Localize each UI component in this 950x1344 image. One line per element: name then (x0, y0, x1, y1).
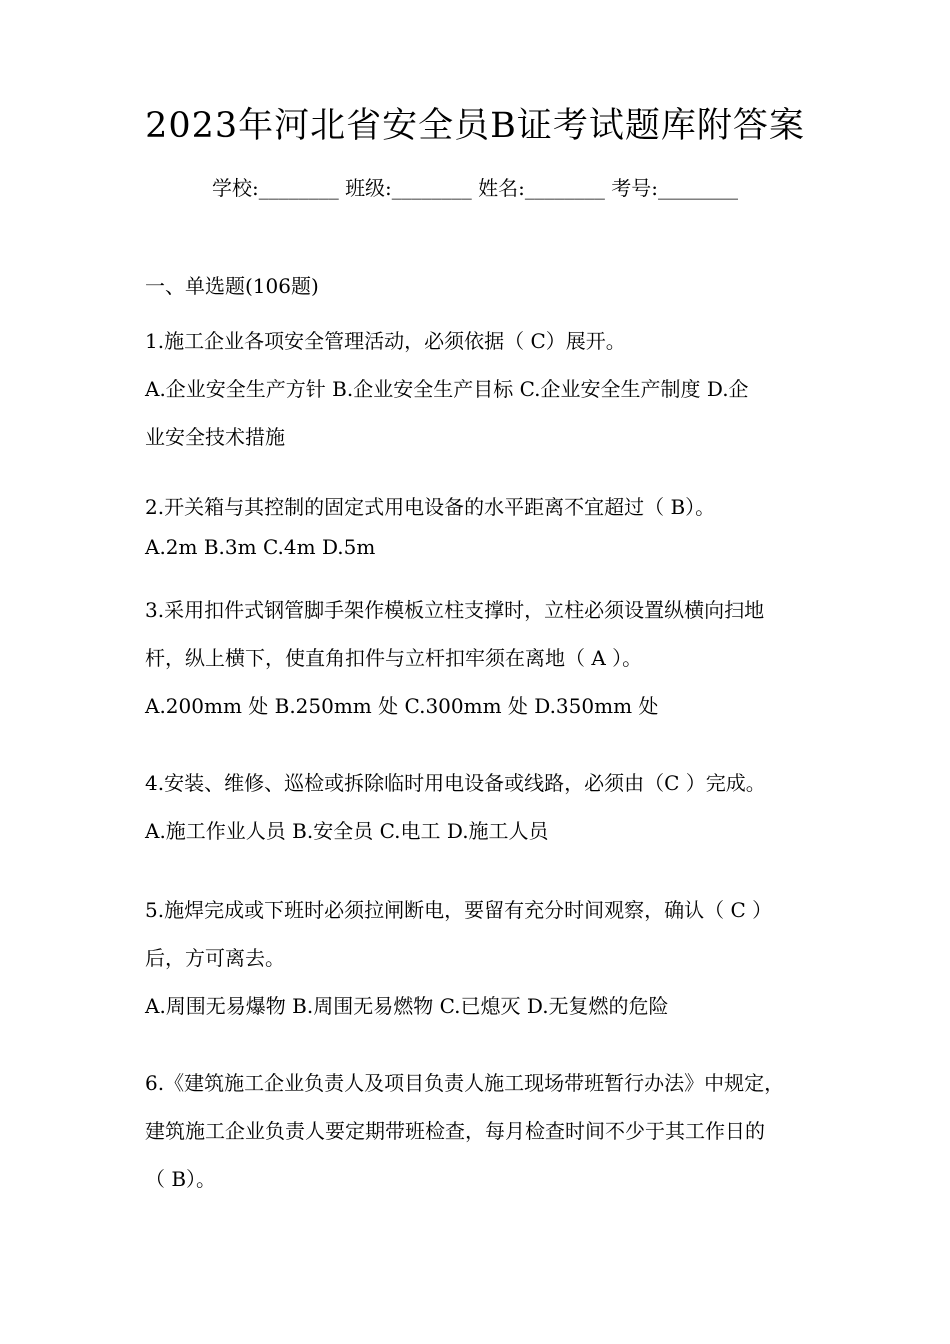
section-heading: 一、单选题(106题) (145, 274, 319, 298)
school-field: 学校:________ (211, 176, 339, 200)
question-1-options: A.企业安全生产方针 B.企业安全生产目标 C.企业安全生产制度 D.企 (145, 377, 749, 401)
question-5-options: A.周围无易爆物 B.周围无易燃物 C.已熄灭 D.无复燃的危险 (145, 994, 669, 1018)
question-2-options: A.2m B.3m C.4m D.5m (145, 535, 376, 559)
question-5-stem-continued: 后，方可离去。 (145, 946, 285, 970)
question-3-stem: 3.采用扣件式钢管脚手架作模板立柱支撑时，立柱必须设置纵横向扫地 (145, 598, 765, 622)
question-6-stem-end: （ B）。 (145, 1167, 217, 1191)
question-4-options: A.施工作业人员 B.安全员 C.电工 D.施工人员 (145, 819, 549, 843)
class-field: 班级:________ (345, 176, 472, 200)
question-5 (145, 886, 815, 1030)
question-2-stem: 2.开关箱与其控制的固定式用电设备的水平距离不宜超过（ B）。 (145, 495, 716, 519)
question-3-options: A.200mm 处 B.250mm 处 C.300mm 处 D.350mm 处 (145, 694, 659, 718)
question-6-stem-continued: 建筑施工企业负责人要定期带班检查，每月检查时间不少于其工作日的 (145, 1119, 765, 1143)
question-1 (145, 317, 815, 461)
question-6-stem: 6.《建筑施工企业负责人及项目负责人施工现场带班暂行办法》中规定， (145, 1071, 785, 1095)
question-1-options-continued: 业安全技术措施 (145, 425, 285, 449)
document-title: 2023年河北省安全员B证考试题库附答案 (145, 106, 805, 146)
name-field: 姓名:________ (478, 176, 605, 200)
question-4-stem: 4.安装、维修、巡检或拆除临时用电设备或线路，必须由（C ）完成。 (145, 771, 766, 795)
question-3 (145, 586, 815, 730)
question-5-stem: 5.施焊完成或下班时必须拉闸断电，要留有充分时间观察，确认（ C ） (145, 898, 773, 922)
question-3-stem-continued: 杆，纵上横下，使直角扣件与立杆扣牢须在离地（ A ）。 (145, 646, 643, 670)
question-1-stem: 1.施工企业各项安全管理活动，必须依据（ C）展开。 (145, 329, 626, 353)
student-info-row (0, 172, 950, 204)
question-4 (145, 759, 815, 855)
exam-number-field: 考号:________ (611, 176, 739, 200)
question-2 (145, 491, 815, 563)
question-6 (145, 1059, 815, 1203)
